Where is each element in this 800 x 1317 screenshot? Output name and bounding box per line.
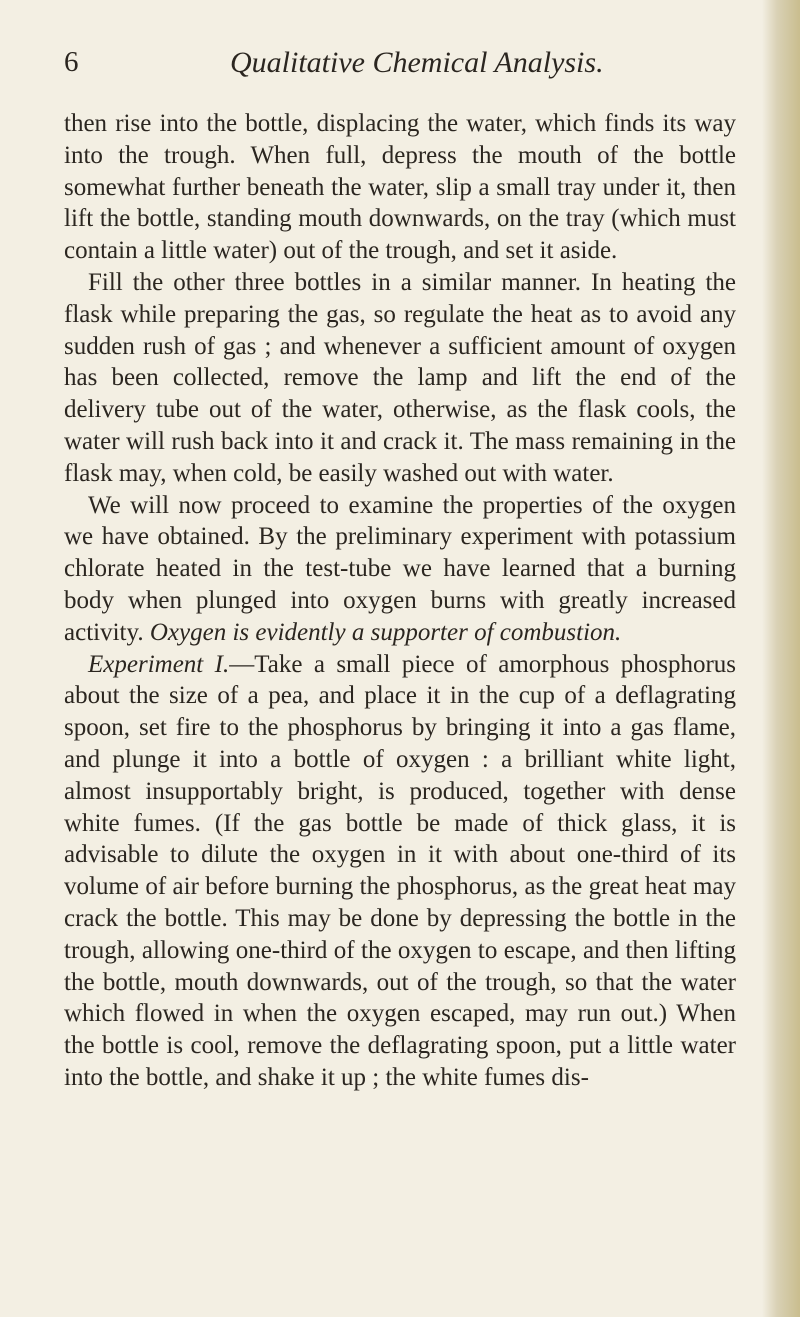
paragraph-4-text: —Take a small piece of amorphous phosphorus about the size of a pea, and place it in the cup of a deflagrating spoon, set fire to the phosphorus by bringing it into a gas flame, and plunge it into a bottle of oxygen : a brilliant white light, almost insupportably bright, is produced, together with dense white fumes. (If the gas bottle be made of thick glass, it is advisable to dilute the oxygen in it with about one-third of its volume of air before burning the phosphorus, as the great heat may crack the bottle. This may be done by depressing the bottle in the trough, allowing one-third of the oxygen to escape, and then lifting the bottle, mouth downwards, out of the trough, so that the water which flowed in when the oxygen escaped, may run out.) When the bottle is cool, remove the deflagrating spoon, put a little water into the bottle, and shake it up ; the white fumes dis- [64, 650, 737, 1091]
body-text [64, 108, 736, 1094]
paragraph-3-text: We will now proceed to examine the properties of the oxygen we have obtained. By the preliminary experiment with potassium chlorate heated in the test-tube we have learned that a burning body when plunged into oxygen burns with greatly increased activity. [64, 491, 736, 646]
page-header [64, 44, 704, 84]
paragraph-3-emphasis: Oxygen is evidently a supporter of combustion. [149, 618, 622, 646]
paragraph-4 [64, 649, 736, 1094]
page-number: 6 [64, 46, 79, 78]
running-title: Qualitative Chemical Analysis. [230, 46, 604, 79]
experiment-label: Experiment I. [88, 650, 230, 678]
paragraph-1: then rise into the bottle, displacing the water, which finds its way into the trough. When full, depress the mouth of the bottle somewhat further beneath the water, slip a small tray under it, then lift the bottle, standing mouth downwards, on the tray (which must contain a little water) out of the trough, and set it aside. [64, 110, 736, 265]
paragraph-2: Fill the other three bottles in a similar manner. In heating the flask while preparing the gas, so regulate the heat as to avoid any sudden rush of gas ; and whenever a sufficient amount of oxygen has been collected, remove the lamp and lift the end of the delivery tube out of the water, otherwise, as the flask cools, the water will rush back into it and crack it. The mass remaining in the flask may, when cold, be easily washed out with water. [64, 268, 736, 487]
paragraph-3 [64, 490, 736, 649]
page-edge-shadow [762, 0, 800, 1317]
